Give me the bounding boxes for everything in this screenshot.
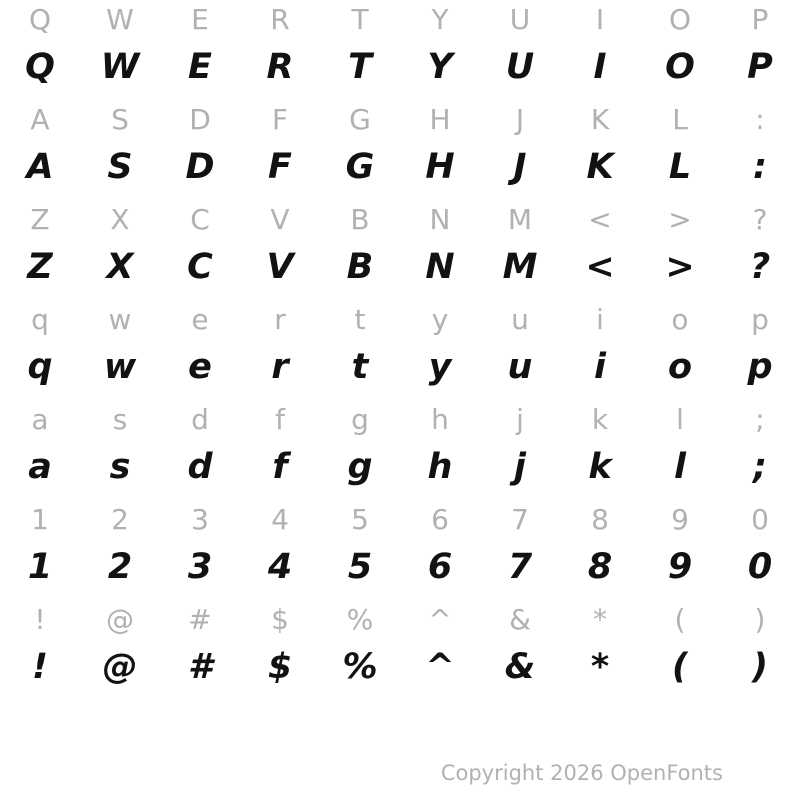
- uppercase-bottom-row-bold-row: [0, 247, 800, 300]
- glyph-cell: e: [191, 303, 209, 336]
- glyph-cell: 1: [27, 547, 53, 587]
- glyph-cell: F: [271, 103, 289, 136]
- glyph-cell: >: [668, 203, 692, 236]
- lowercase-top-row-bold-row: [0, 347, 800, 400]
- uppercase-top-row-muted-row: [0, 0, 800, 50]
- glyph-cell: j: [516, 403, 524, 436]
- glyph-cell: I: [593, 47, 607, 87]
- glyph-cell: s: [109, 447, 131, 487]
- glyph-cell: W: [100, 47, 140, 87]
- glyph-cell: Z: [27, 247, 53, 287]
- char-set-lowercase-top-row: [0, 300, 800, 400]
- glyph-cell: g: [351, 403, 369, 436]
- glyph-cell: E: [191, 3, 209, 36]
- symbols-row-muted-row: [0, 600, 800, 650]
- glyph-cell: t: [351, 347, 369, 387]
- glyph-cell: q: [31, 303, 49, 336]
- glyph-cell: A: [30, 103, 50, 136]
- glyph-cell: ): [754, 603, 766, 636]
- char-set-uppercase-top-row: [0, 0, 800, 100]
- glyph-cell: 0: [751, 503, 769, 536]
- glyph-cell: 2: [111, 503, 129, 536]
- glyph-cell: l: [676, 403, 684, 436]
- glyph-cell: 0: [747, 547, 773, 587]
- glyph-cell: p: [747, 347, 773, 387]
- glyph-cell: P: [751, 3, 769, 36]
- glyph-cell: h: [427, 447, 453, 487]
- glyph-cell: a: [31, 403, 49, 436]
- glyph-cell: S: [111, 103, 129, 136]
- glyph-cell: $: [271, 603, 289, 636]
- glyph-cell: h: [431, 403, 449, 436]
- copyright-notice: Copyright 2026 OpenFonts: [440, 761, 723, 785]
- glyph-cell: %: [342, 647, 378, 687]
- glyph-cell: :: [753, 147, 767, 187]
- glyph-cell: @: [102, 647, 138, 687]
- digits-row-bold-row: [0, 547, 800, 600]
- glyph-cell: 2: [107, 547, 133, 587]
- uppercase-bottom-row-muted-row: [0, 200, 800, 250]
- glyph-cell: Z: [30, 203, 50, 236]
- glyph-cell: %: [346, 603, 374, 636]
- char-set-digits-row: [0, 500, 800, 600]
- glyph-cell: V: [270, 203, 290, 236]
- glyph-cell: N: [429, 203, 451, 236]
- glyph-cell: T: [348, 47, 372, 87]
- glyph-cell: ?: [749, 247, 771, 287]
- uppercase-top-row-bold-row: [0, 47, 800, 100]
- glyph-cell: g: [347, 447, 373, 487]
- glyph-cell: 8: [587, 547, 613, 587]
- glyph-cell: u: [511, 303, 529, 336]
- glyph-cell: 9: [671, 503, 689, 536]
- glyph-cell: ): [752, 647, 768, 687]
- glyph-cell: X: [106, 247, 134, 287]
- glyph-cell: >: [665, 247, 695, 287]
- symbols-row-bold-row: [0, 647, 800, 700]
- digits-row-muted-row: [0, 500, 800, 550]
- char-set-uppercase-bottom-row: [0, 200, 800, 300]
- glyph-cell: N: [425, 247, 455, 287]
- glyph-cell: <: [588, 203, 612, 236]
- glyph-cell: J: [515, 103, 525, 136]
- glyph-cell: 6: [427, 547, 453, 587]
- glyph-cell: d: [187, 447, 213, 487]
- glyph-cell: r: [271, 347, 289, 387]
- glyph-cell: (: [672, 647, 688, 687]
- glyph-cell: H: [425, 147, 455, 187]
- glyph-cell: #: [188, 603, 212, 636]
- glyph-cell: V: [266, 247, 294, 287]
- glyph-cell: o: [671, 303, 689, 336]
- glyph-cell: P: [747, 47, 773, 87]
- glyph-cell: #: [187, 647, 213, 687]
- glyph-cell: Y: [427, 47, 453, 87]
- glyph-cell: G: [349, 103, 371, 136]
- glyph-cell: l: [674, 447, 686, 487]
- glyph-cell: @: [106, 603, 134, 636]
- glyph-cell: <: [585, 247, 615, 287]
- glyph-cell: O: [665, 47, 695, 87]
- glyph-cell: w: [108, 303, 132, 336]
- glyph-cell: ?: [752, 203, 768, 236]
- glyph-cell: 4: [271, 503, 289, 536]
- glyph-cell: S: [107, 147, 133, 187]
- lowercase-top-row-muted-row: [0, 300, 800, 350]
- glyph-cell: a: [28, 447, 52, 487]
- glyph-cell: s: [112, 403, 128, 436]
- glyph-cell: f: [272, 447, 288, 487]
- glyph-cell: 7: [511, 503, 529, 536]
- glyph-cell: y: [431, 303, 449, 336]
- uppercase-home-row-bold-row: [0, 147, 800, 200]
- glyph-cell: K: [586, 147, 614, 187]
- glyph-cell: p: [751, 303, 769, 336]
- glyph-cell: J: [513, 147, 527, 187]
- glyph-cell: o: [667, 347, 693, 387]
- glyph-cell: T: [351, 3, 369, 36]
- glyph-cell: ^: [428, 603, 452, 636]
- char-set-lowercase-home-row: [0, 400, 800, 500]
- glyph-cell: Y: [431, 3, 449, 36]
- char-set-uppercase-home-row: [0, 100, 800, 200]
- glyph-cell: L: [668, 147, 692, 187]
- glyph-cell: K: [590, 103, 610, 136]
- glyph-cell: r: [274, 303, 286, 336]
- glyph-cell: B: [350, 203, 370, 236]
- lowercase-home-row-muted-row: [0, 400, 800, 450]
- glyph-cell: y: [428, 347, 452, 387]
- glyph-cell: B: [346, 247, 374, 287]
- glyph-cell: !: [32, 647, 48, 687]
- glyph-cell: i: [596, 303, 604, 336]
- glyph-cell: 8: [591, 503, 609, 536]
- glyph-cell: 4: [267, 547, 293, 587]
- glyph-cell: E: [188, 47, 212, 87]
- glyph-cell: D: [189, 103, 211, 136]
- glyph-cell: R: [266, 47, 294, 87]
- glyph-cell: ^: [425, 647, 455, 687]
- glyph-cell: 1: [31, 503, 49, 536]
- glyph-cell: $: [267, 647, 293, 687]
- glyph-cell: 5: [347, 547, 373, 587]
- glyph-cell: D: [185, 147, 215, 187]
- glyph-cell: f: [275, 403, 285, 436]
- glyph-cell: (: [674, 603, 686, 636]
- glyph-cell: &: [509, 603, 531, 636]
- uppercase-home-row-muted-row: [0, 100, 800, 150]
- glyph-cell: A: [26, 147, 54, 187]
- glyph-cell: X: [110, 203, 130, 236]
- glyph-cell: :: [755, 103, 765, 136]
- glyph-cell: F: [268, 147, 292, 187]
- glyph-cell: Q: [28, 3, 52, 36]
- glyph-cell: 9: [667, 547, 693, 587]
- lowercase-home-row-bold-row: [0, 447, 800, 500]
- glyph-cell: *: [593, 603, 607, 636]
- glyph-cell: C: [187, 247, 213, 287]
- glyph-cell: Q: [25, 47, 55, 87]
- glyph-cell: M: [502, 247, 538, 287]
- glyph-cell: k: [591, 403, 609, 436]
- glyph-cell: 5: [351, 503, 369, 536]
- glyph-cell: &: [504, 647, 536, 687]
- glyph-cell: I: [595, 3, 605, 36]
- glyph-cell: C: [190, 203, 210, 236]
- glyph-cell: O: [668, 3, 692, 36]
- glyph-cell: d: [191, 403, 209, 436]
- glyph-cell: *: [590, 647, 610, 687]
- glyph-cell: k: [588, 447, 612, 487]
- glyph-cell: H: [429, 103, 451, 136]
- glyph-cell: U: [509, 3, 531, 36]
- glyph-cell: M: [507, 203, 533, 236]
- glyph-cell: t: [354, 303, 366, 336]
- glyph-cell: 3: [191, 503, 209, 536]
- glyph-cell: R: [270, 3, 290, 36]
- glyph-cell: 6: [431, 503, 449, 536]
- glyph-cell: U: [505, 47, 535, 87]
- glyph-cell: L: [672, 103, 688, 136]
- glyph-cell: w: [103, 347, 137, 387]
- glyph-cell: !: [34, 603, 46, 636]
- glyph-cell: j: [514, 447, 526, 487]
- glyph-cell: i: [594, 347, 606, 387]
- glyph-cell: ;: [753, 447, 767, 487]
- glyph-cell: 3: [187, 547, 213, 587]
- char-set-symbols-row: [0, 600, 800, 700]
- glyph-cell: 7: [507, 547, 533, 587]
- glyph-cell: W: [106, 3, 134, 36]
- glyph-cell: G: [345, 147, 375, 187]
- glyph-cell: u: [507, 347, 533, 387]
- glyph-cell: e: [188, 347, 212, 387]
- glyph-cell: ;: [755, 403, 765, 436]
- glyph-cell: q: [27, 347, 53, 387]
